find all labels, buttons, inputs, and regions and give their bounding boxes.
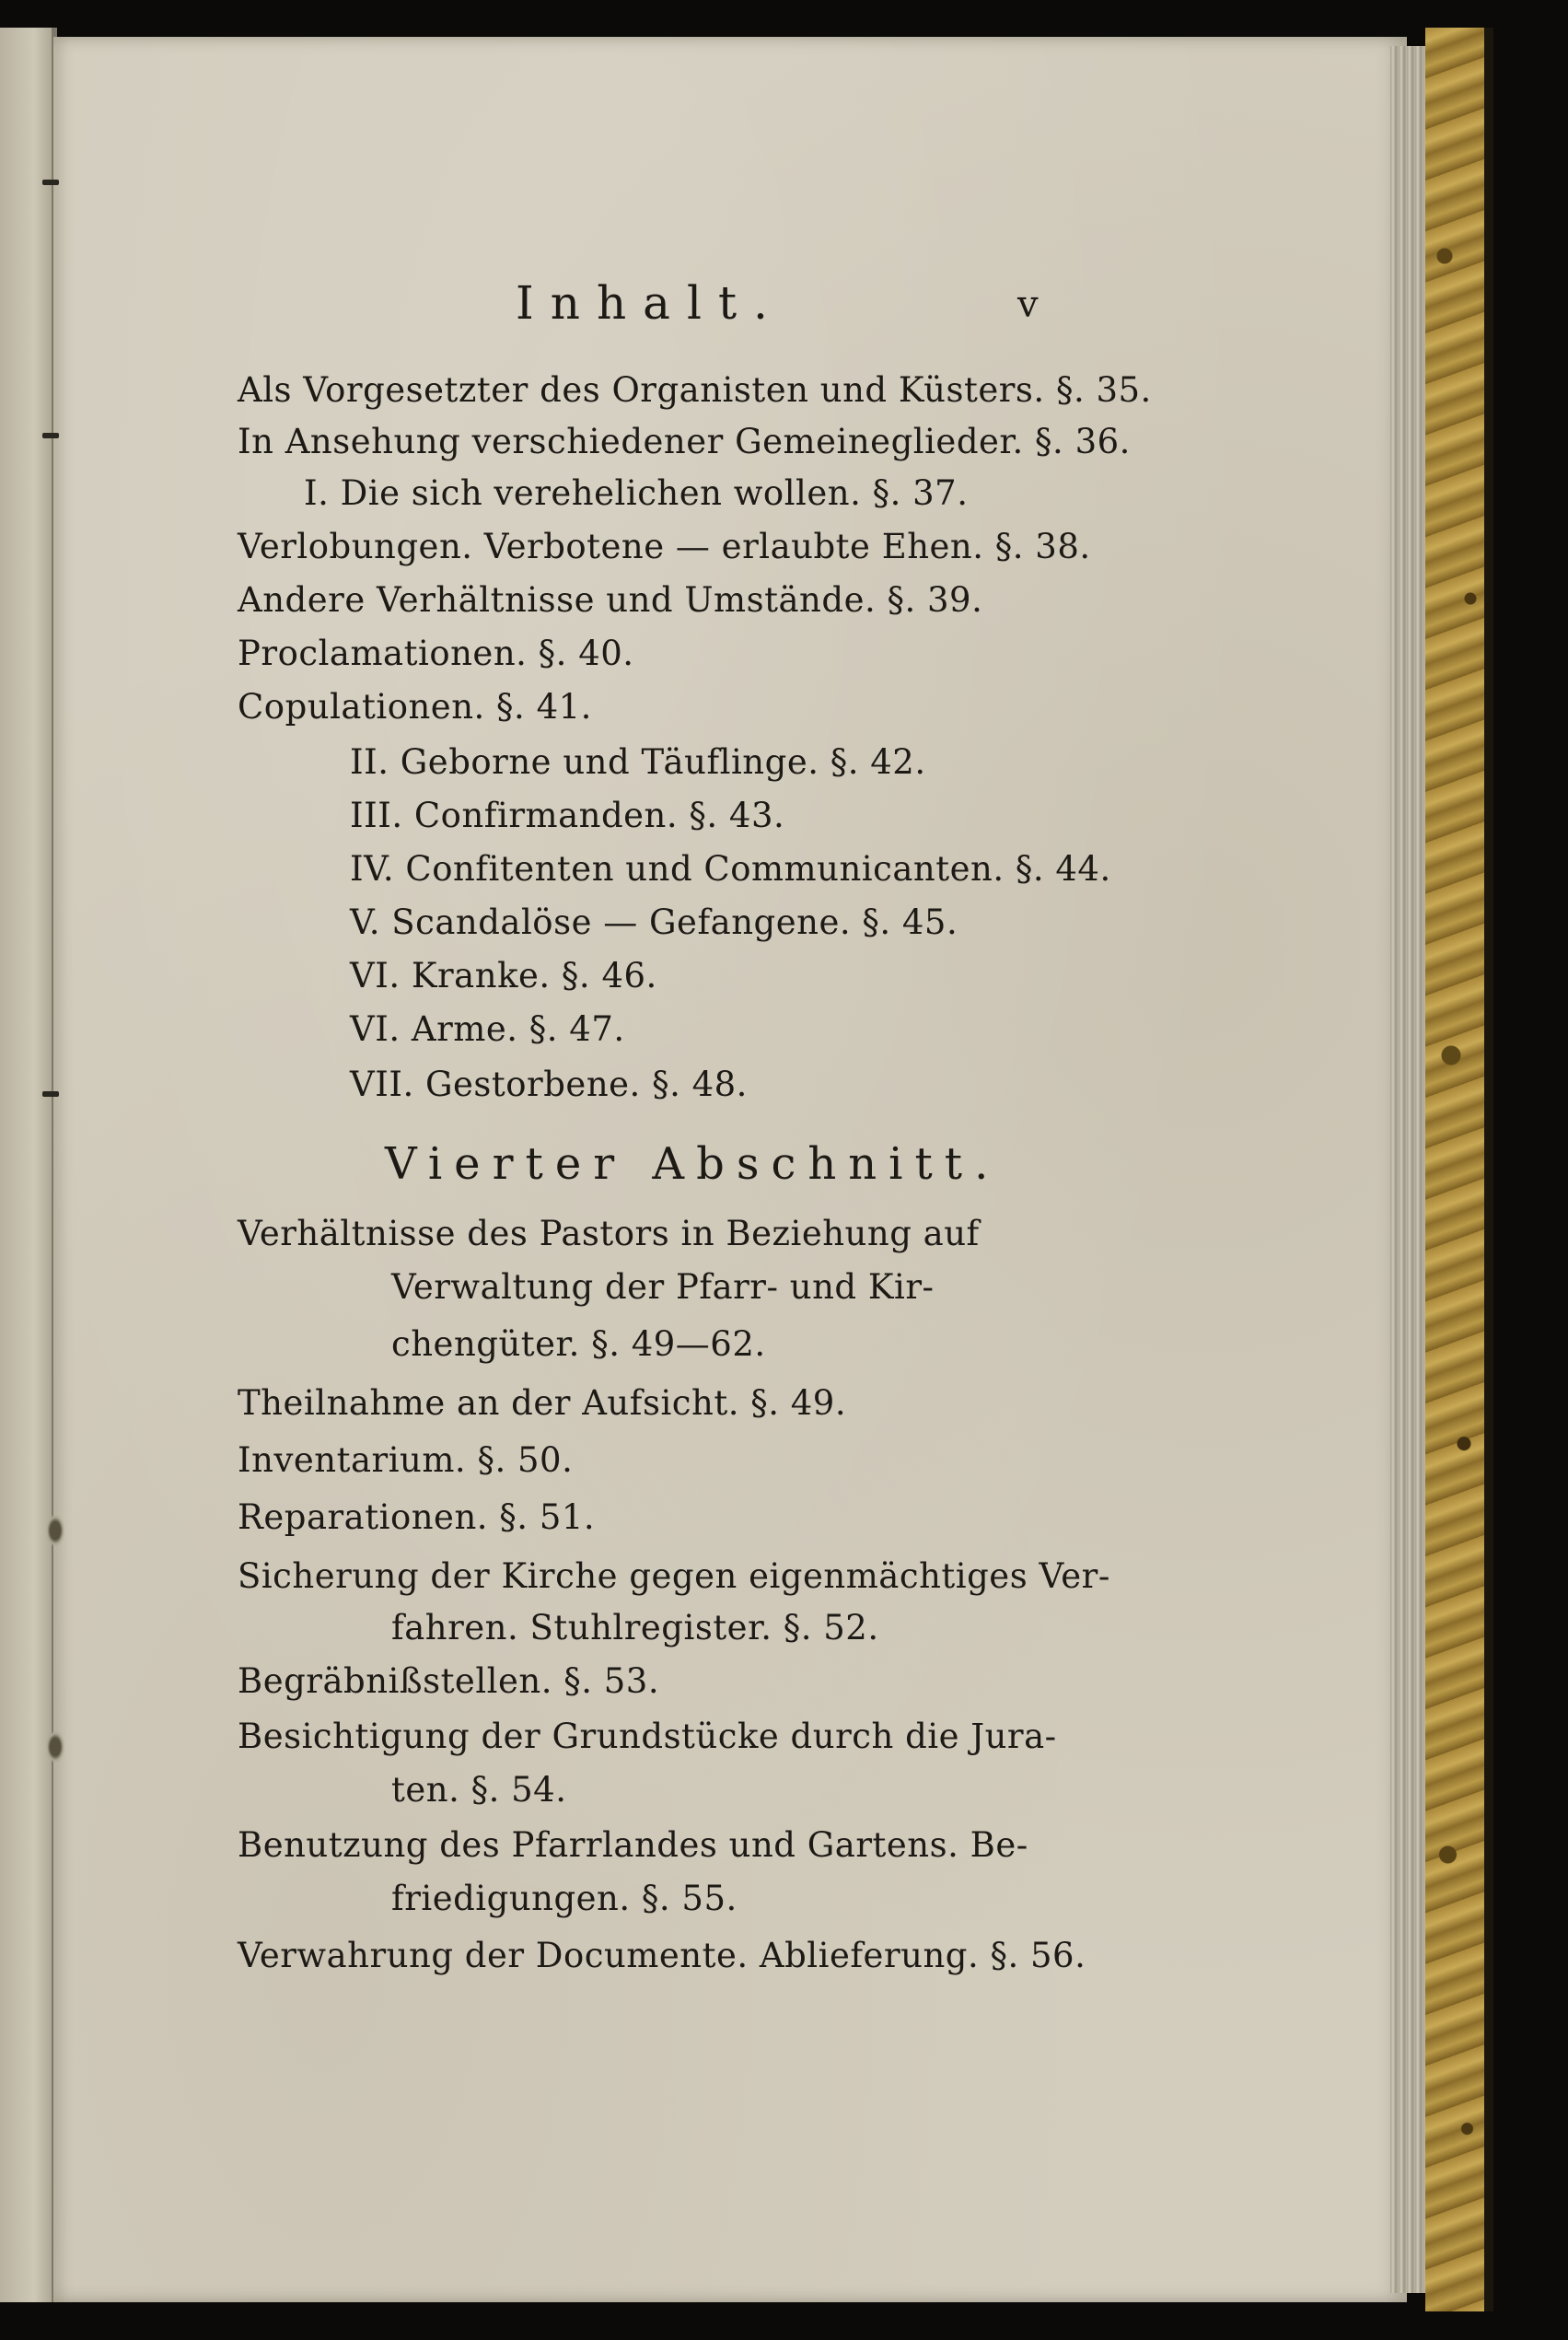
toc-line: ten. §. 54. [391,1770,567,1810]
toc-line: Verlobungen. Verbotene — erlaubte Ehen. §. 38. [238,527,1091,566]
toc-line: Verwaltung der Pfarr- und Kir- [391,1267,935,1307]
toc-line: Proclamationen. §. 40. [238,634,634,673]
toc-line: friedigungen. §. 55. [391,1879,738,1918]
toc-line: VI. Kranke. §. 46. [350,956,657,995]
binding-hole [46,1731,64,1763]
toc-line: II. Geborne und Täuflinge. §. 42. [350,742,926,782]
toc-line: V. Scandalöse — Gefangene. §. 45. [350,902,958,942]
toc-line: Sicherung der Kirche gegen eigenmächtiges Ver- [238,1556,1110,1596]
previous-page-edge [0,28,57,2302]
section-heading: Vierter Abschnitt. [385,1138,1001,1190]
toc-line: Benutzung des Pfarrlandes und Gartens. Be- [238,1825,1028,1865]
running-header-title: Inhalt. [516,276,784,330]
toc-line: IV. Confitenten und Communicanten. §. 44. [350,849,1111,889]
toc-line: Verhältnisse des Pastors in Beziehung auf [238,1214,980,1253]
toc-line: VII. Gestorbene. §. 48. [350,1065,748,1104]
toc-line: III. Confirmanden. §. 43. [350,796,785,835]
page-number: v [1017,284,1040,326]
toc-line: VI. Arme. §. 47. [350,1009,625,1049]
toc-line: Theilnahme an der Aufsicht. §. 49. [238,1383,847,1423]
toc-line: I. Die sich verehelichen wollen. §. 37. [304,473,969,513]
sewing-mark [42,1091,59,1097]
toc-line: Inventarium. §. 50. [238,1440,574,1480]
toc-line: Andere Verhältnisse und Umstände. §. 39. [238,580,983,620]
toc-line: In Ansehung verschiedener Gemeineglieder. §. 36. [238,422,1131,461]
toc-line: Besichtigung der Grundstücke durch die Jura- [238,1717,1057,1756]
toc-line: Copulationen. §. 41. [238,687,592,727]
sewing-mark [42,180,59,185]
toc-line: Reparationen. §. 51. [238,1497,596,1537]
sewing-mark [42,433,59,438]
marbled-cover [1425,28,1490,2311]
cover-edge [1484,28,1493,2311]
toc-line: fahren. Stuhlregister. §. 52. [391,1608,879,1647]
toc-line: chengüter. §. 49—62. [391,1324,766,1364]
toc-line: Begräbnißstellen. §. 53. [238,1661,660,1701]
toc-line: Als Vorgesetzter des Organisten und Küsters. §. 35. [238,370,1152,410]
binding-hole [46,1515,64,1546]
toc-line: Verwahrung der Documente. Ablieferung. §. 56. [238,1936,1086,1975]
